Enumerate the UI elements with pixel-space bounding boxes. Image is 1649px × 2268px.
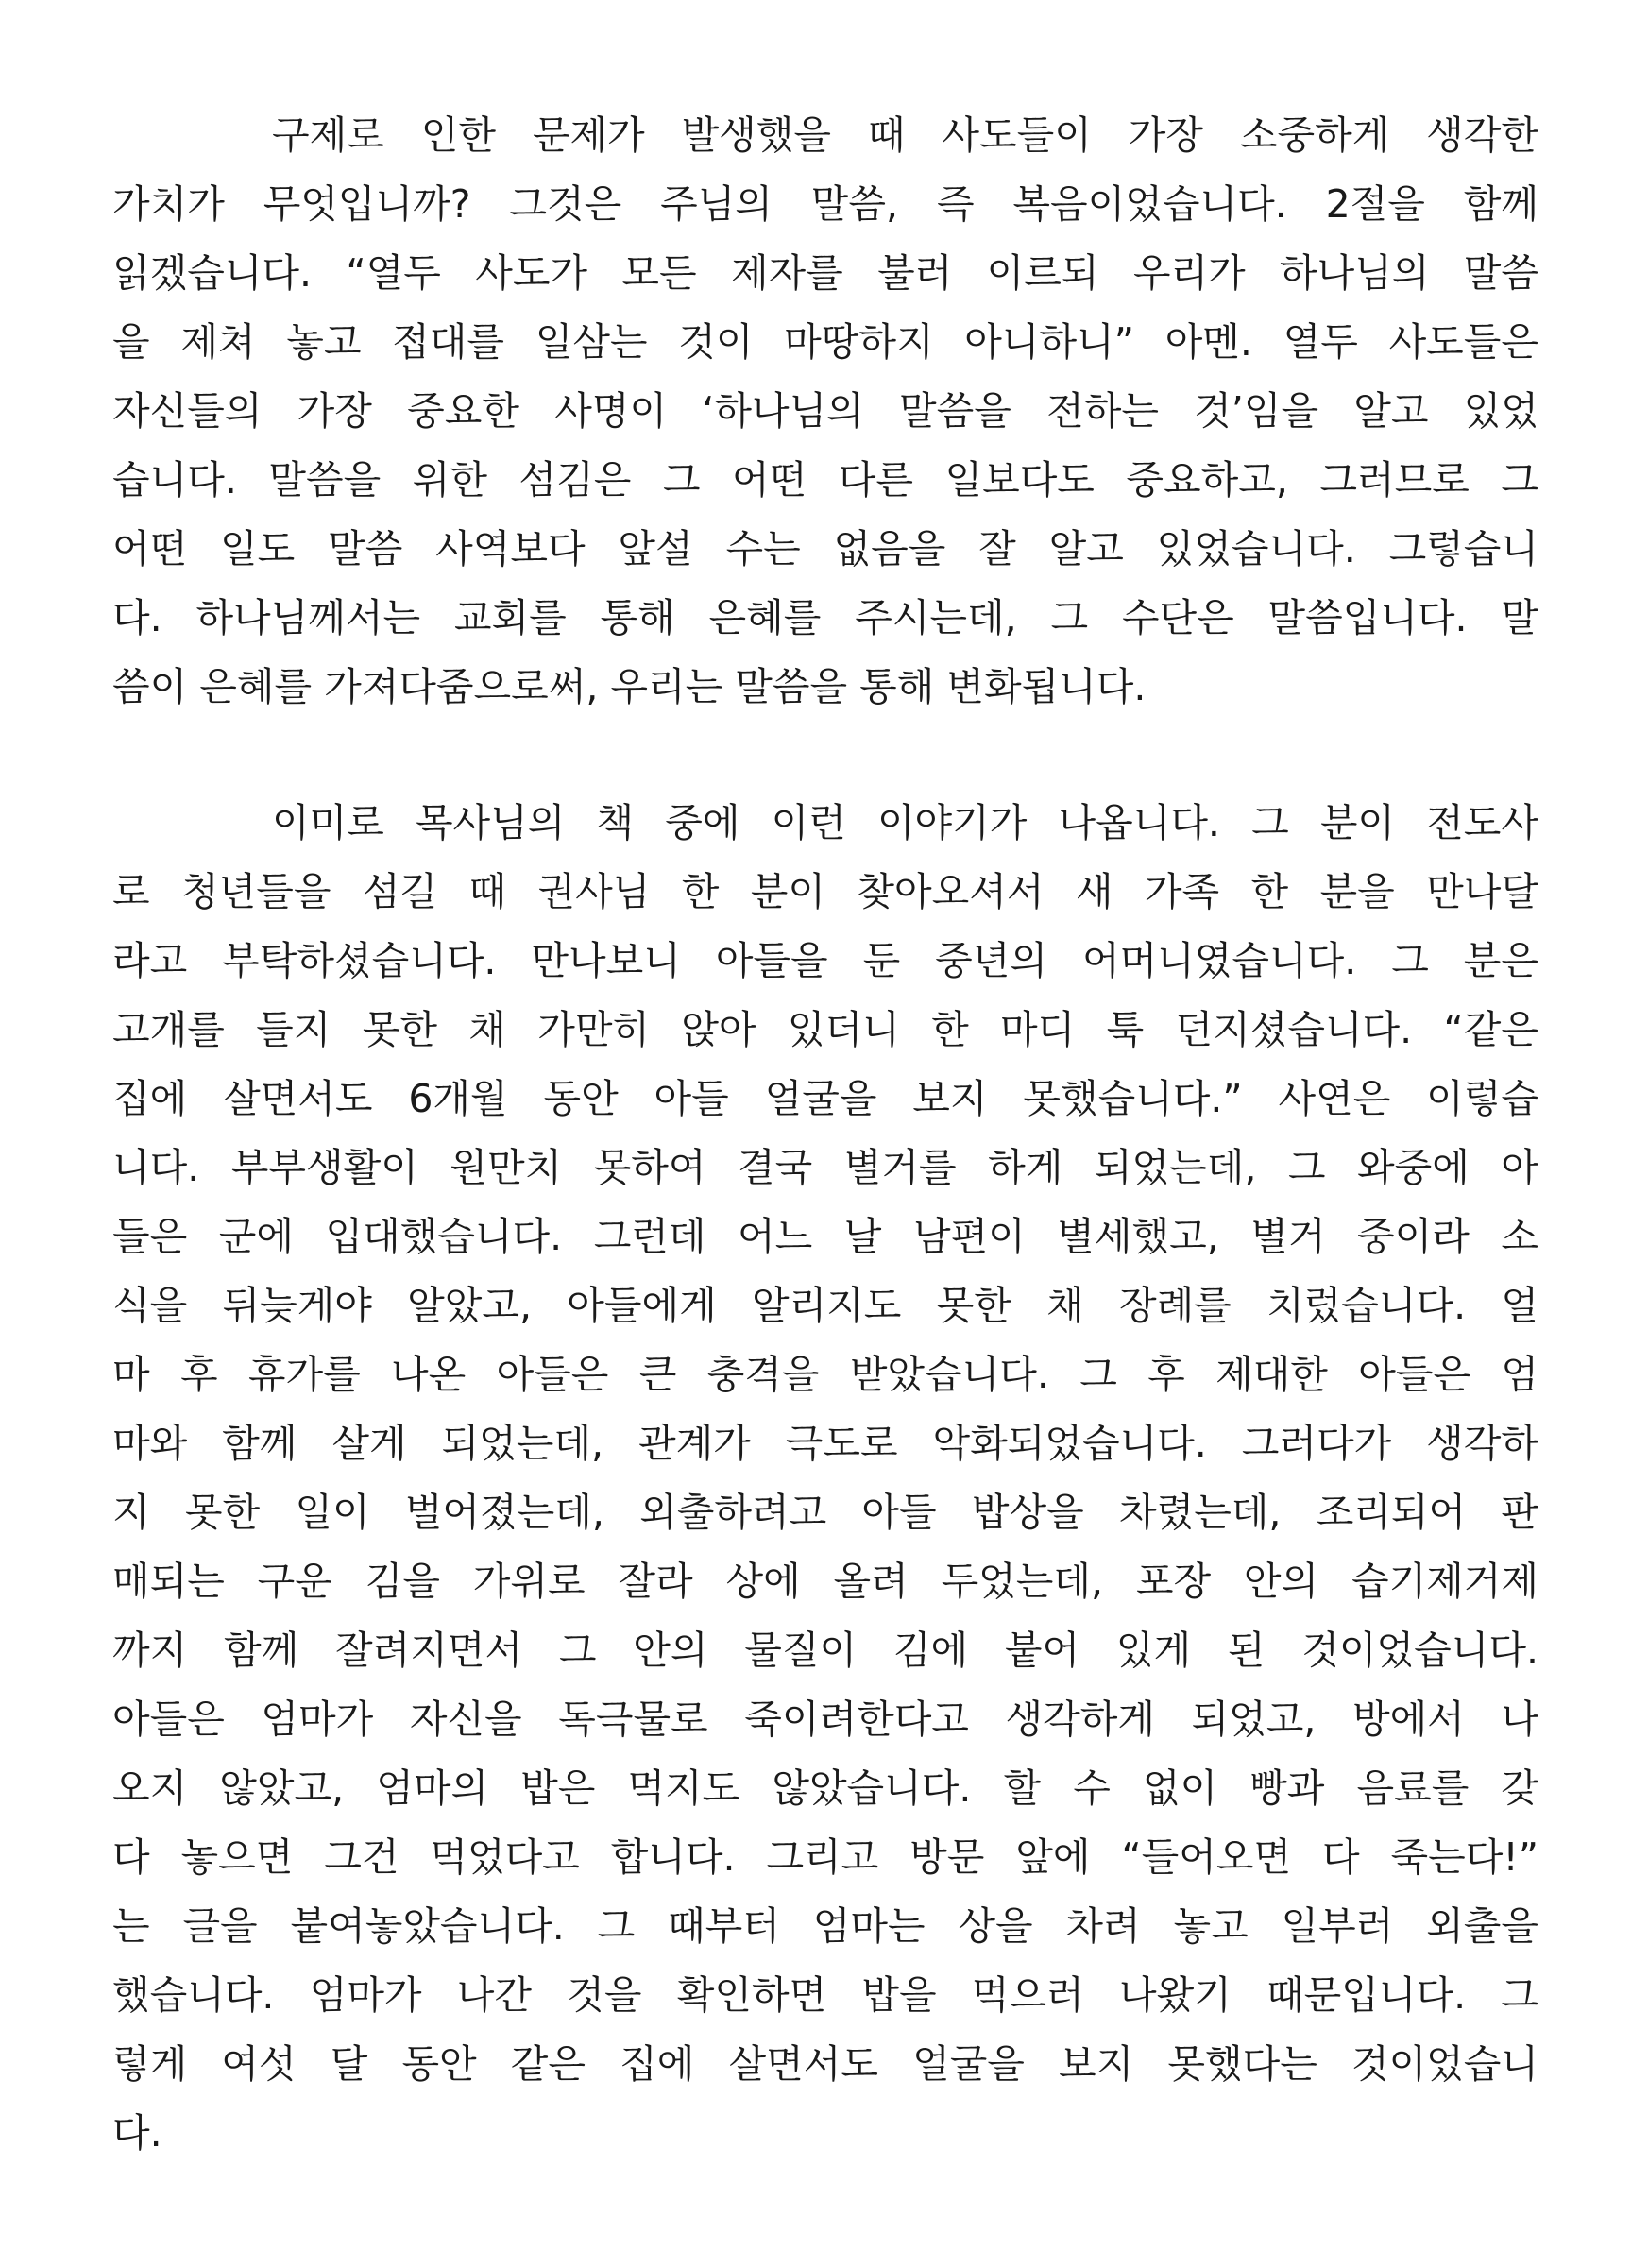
text-line: 씀이 은혜를 가져다줌으로써, 우리는 말씀을 통해 변화됩니다.	[112, 664, 1147, 709]
text-line: 했습니다. 엄마가 나간 것을 확인하면 밥을 먹으러 나왔기 때문입니다. 그	[112, 1972, 1538, 2018]
text-line: 렇게 여섯 달 동안 같은 집에 살면서도 얼굴을 보지 못했다는 것이었습니	[112, 2041, 1538, 2087]
text-line: 라고 부탁하셨습니다. 만나보니 아들을 둔 중년의 어머니였습니다. 그 분은	[112, 938, 1538, 983]
text-line: 로 청년들을 섬길 때 권사님 한 분이 찾아오셔서 새 가족 한 분을 만나달	[112, 869, 1538, 914]
text-line: 마 후 휴가를 나온 아들은 큰 충격을 받았습니다. 그 후 제대한 아들은 엄	[112, 1352, 1538, 1397]
text-line: 구제로 인한 문제가 발생했을 때 사도들이 가장 소중하게 생각한	[272, 112, 1538, 158]
text-line: 을 제쳐 놓고 접대를 일삼는 것이 마땅하지 아니하니” 아멘. 열두 사도들은	[112, 319, 1538, 365]
text-line: 다. 하나님께서는 교회를 통해 은혜를 주시는데, 그 수단은 말씀입니다. 말	[112, 595, 1538, 640]
paragraph-2	[112, 789, 1538, 2168]
text-line: 다 놓으면 그건 먹었다고 합니다. 그리고 방문 앞에 “들어오면 다 죽는다!”	[112, 1834, 1538, 1880]
text-line: 아들은 엄마가 자신을 독극물로 죽이려한다고 생각하게 되었고, 방에서 나	[112, 1697, 1538, 1742]
text-line: 매되는 구운 김을 가위로 잘라 상에 올려 두었는데, 포장 안의 습기제거제	[112, 1559, 1538, 1604]
text-line: 다.	[112, 2110, 162, 2156]
text-line: 자신들의 가장 중요한 사명이 ‘하나님의 말씀을 전하는 것’임을 알고 있었	[112, 388, 1538, 434]
text-line: 마와 함께 살게 되었는데, 관계가 극도로 악화되었습니다. 그러다가 생각하	[112, 1421, 1538, 1466]
text-line: 어떤 일도 말씀 사역보다 앞설 수는 없음을 잘 알고 있었습니다. 그렇습니	[112, 526, 1538, 571]
text-line: 고개를 들지 못한 채 가만히 앉아 있더니 한 마디 툭 던지셨습니다. “같은	[112, 1007, 1538, 1052]
text-line: 식을 뒤늦게야 알았고, 아들에게 알리지도 못한 채 장례를 치렀습니다. 얼	[112, 1283, 1538, 1328]
text-line: 가치가 무엇입니까? 그것은 주님의 말씀, 즉 복음이었습니다. 2절을 함께	[112, 181, 1538, 227]
text-line: 니다. 부부생활이 원만치 못하여 결국 별거를 하게 되었는데, 그 와중에 아	[112, 1145, 1538, 1190]
text-line: 지 못한 일이 벌어졌는데, 외출하려고 아들 밥상을 차렸는데, 조리되어 판	[112, 1490, 1538, 1535]
text-line: 는 글을 붙여놓았습니다. 그 때부터 엄마는 상을 차려 놓고 일부러 외출을	[112, 1903, 1538, 1949]
paragraph-1	[112, 101, 1538, 722]
text-line: 집에 살면서도 6개월 동안 아들 얼굴을 보지 못했습니다.” 사연은 이렇습	[112, 1076, 1538, 1121]
text-line: 읽겠습니다. “열두 사도가 모든 제자를 불러 이르되 우리가 하나님의 말씀	[112, 250, 1538, 296]
text-line: 습니다. 말씀을 위한 섬김은 그 어떤 다른 일보다도 중요하고, 그러므로 그	[112, 457, 1538, 503]
text-line: 들은 군에 입대했습니다. 그런데 어느 날 남편이 별세했고, 별거 중이라 소	[112, 1214, 1538, 1259]
text-line: 이미로 목사님의 책 중에 이런 이야기가 나옵니다. 그 분이 전도사	[272, 800, 1538, 845]
text-line: 오지 않았고, 엄마의 밥은 먹지도 않았습니다. 할 수 없이 빵과 음료를 갖	[112, 1765, 1538, 1811]
text-line: 까지 함께 잘려지면서 그 안의 물질이 김에 붙어 있게 된 것이었습니다.	[112, 1628, 1538, 1673]
